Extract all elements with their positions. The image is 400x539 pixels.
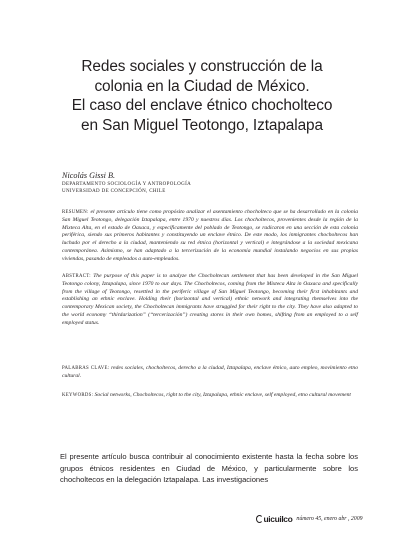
journal-logo-mark-icon [256, 515, 263, 523]
journal-logo-text: uicuilco [263, 514, 293, 524]
title-line: Redes sociales y construcción de la [81, 58, 323, 75]
article-title [52, 57, 352, 135]
body-paragraph: El presente artículo busca contribuir al conocimiento existente hasta la fecha sobre los grupos étnicos residentes en Ciudad de México, y particularmente sobre los chocholtecos en la delegación Iztapalapa. Las investigaciones [60, 452, 358, 485]
keywords-text: Social networks, Chocholtecos, right to the city, Iztapalapa, ethnic enclave, self employed, etno cultural movement [93, 392, 351, 398]
affiliation-university: UNIVERSIDAD DE CONCEPCIÓN, CHILE [62, 189, 166, 194]
title-line: El caso del enclave étnico chocholteco [71, 97, 333, 115]
palabras-clave-text: redes sociales, chocholtecos, derecho a la ciudad, Iztapalapa, enclave étnico, auto empleo, movimiento etno cultural. [62, 365, 358, 379]
resumen-label: RESUMEN: [62, 210, 89, 215]
issue-info: número 45, enero abr , 2009 [296, 516, 363, 522]
keywords-label: KEYWORDS: [62, 393, 94, 398]
page-footer [256, 513, 363, 525]
abstract-label: ABSTRACT: [62, 274, 91, 279]
abstract-text: The purpose of this paper is to analyze the Chocholtecan settlement that has been developed in the San Miguel Teotongo colony, Iztapalapa, since 1970 to our days. The Chocholtecos, coming from the Mixteca Alta in Oaxaca and specifically from the village of Teotongo, resettled in the periferic village of San Miguel Teotongo, becoming their first inhabitants and establishing an ethnic enclave. Holding their (horizontal and vertical) ethnic network and integrating themselves into the contemporary Mexican society, the Chocholtecan immigrants have struggled for their right to the city. They have also adapted to the world economy “thirdarization” (“tercerización”) creating stores in their own homes, shifting from an employed to a self employed status. [62, 273, 358, 326]
keywords-block [62, 392, 358, 400]
palabras-clave-block [62, 365, 358, 381]
title-line: en San Miguel Teotongo, Iztapalapa [81, 116, 323, 134]
title-line: colonia en la Ciudad de México. [94, 77, 310, 95]
resumen-text: el presente artículo tiene como propósito analizar el asentamiento chocholteco que se ha desarrollado en la colonia San Miguel Teotongo, delegación Iztapalapa, entre 1970 y nuestros días. Los chocholtecos, provenientes desde la región de la Mixteca Alta, en el estado de Oaxaca, y específicamente del poblado de Teotongo, se radicaron en una sección de esta colonia periférica, siendo sus primeros habitantes y constituyendo un enclave étnico. De este modo, los inmigrantes chocholtecos han luchado por el derecho a la ciudad, manteniendo su red étnica (horizontal y vertical) e integrándose a la sociedad mexicana contemporánea. Asimismo, se han adaptado a la tercerización de la economía mundial instalando negocios en sus propias viviendas, pasando de empleados a auto-empleados. [62, 209, 358, 262]
affiliation-department: DEPARTAMENTO SOCIOLOGÍA Y ANTROPOLOGÍA [62, 182, 192, 187]
abstract-block [62, 273, 358, 327]
resumen-block [62, 209, 358, 263]
palabras-clave-label: PALABRAS CLAVE: [62, 366, 110, 371]
journal-logo [256, 514, 292, 524]
author-name: Nicolás Gissi B. [62, 171, 115, 180]
